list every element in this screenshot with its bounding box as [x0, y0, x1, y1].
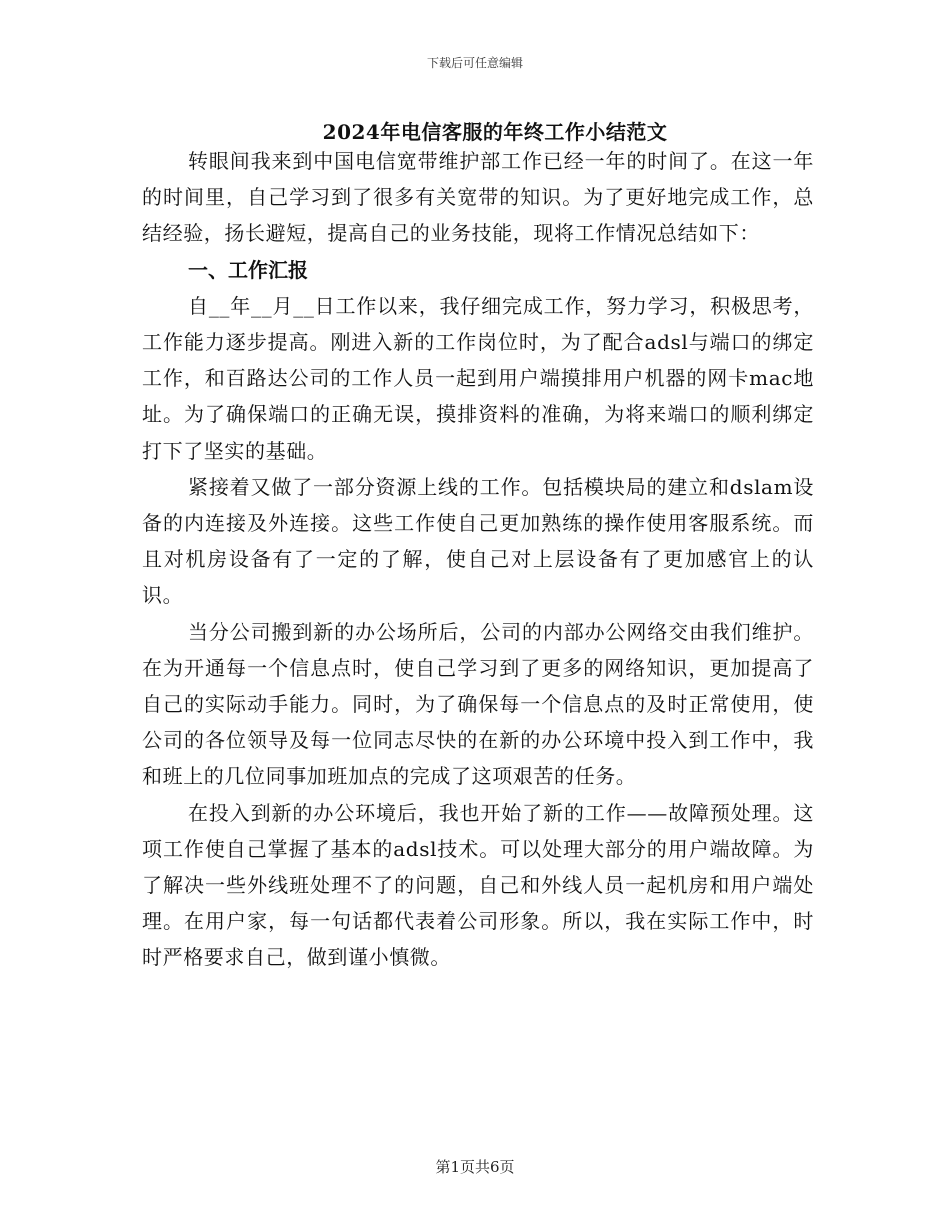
- intro-paragraph: 转眼间我来到中国电信宽带维护部工作已经一年的时间了。在这一年的时间里，自己学习到了很多有关宽带的知识。为了更好地完成工作，总结经验，扬长避短，提高自己的业务技能，现将工作情况总结如下：: [142, 149, 814, 246]
- body-paragraph: 自__年__月__日工作以来，我仔细完成工作，努力学习，积极思考，工作能力逐步提高。刚进入新的工作岗位时，为了配合adsl与端口的绑定工作，和百路达公司的工作人员一起到用户端摸排用户机器的网卡mac地址。为了确保端口的正确无误，摸排资料的准确，为将来端口的顺利绑定打下了坚实的基础。: [142, 293, 814, 463]
- body-paragraph: 当分公司搬到新的办公场所后，公司的内部办公网络交由我们维护。在为开通每一个信息点时，使自己学习到了更多的网络知识，更加提高了自己的实际动手能力。同时，为了确保每一个信息点的及时正常使用，使公司的各位领导及每一位同志尽快的在新的办公环境中投入到工作中，我和班上的几位同事加班加点的完成了这项艰苦的任务。: [142, 619, 814, 789]
- page-number-footer: 第1页共6页: [435, 1158, 515, 1176]
- body-paragraph: 紧接着又做了一部分资源上线的工作。包括模块局的建立和dslam设备的内连接及外连接。这些工作使自己更加熟练的操作使用客服系统。而且对机房设备有了一定的了解，使自己对上层设备有了更加感官上的认识。: [142, 474, 814, 608]
- section-heading-work-report: 一、工作汇报: [188, 257, 308, 282]
- body-paragraph: 在投入到新的办公环境后，我也开始了新的工作——故障预处理。这项工作使自己掌握了基本的adsl技术。可以处理大部分的用户端故障。为了解决一些外线班处理不了的问题，自己和外线人员一起机房和用户端处理。在用户家，每一句话都代表着公司形象。所以，我在实际工作中，时时严格要求自己，做到谨小慎微。: [142, 800, 814, 970]
- document-title: 2024年电信客服的年终工作小结范文: [322, 120, 668, 144]
- header-note: 下载后可任意编辑: [426, 56, 523, 70]
- document-body: [142, 143, 814, 976]
